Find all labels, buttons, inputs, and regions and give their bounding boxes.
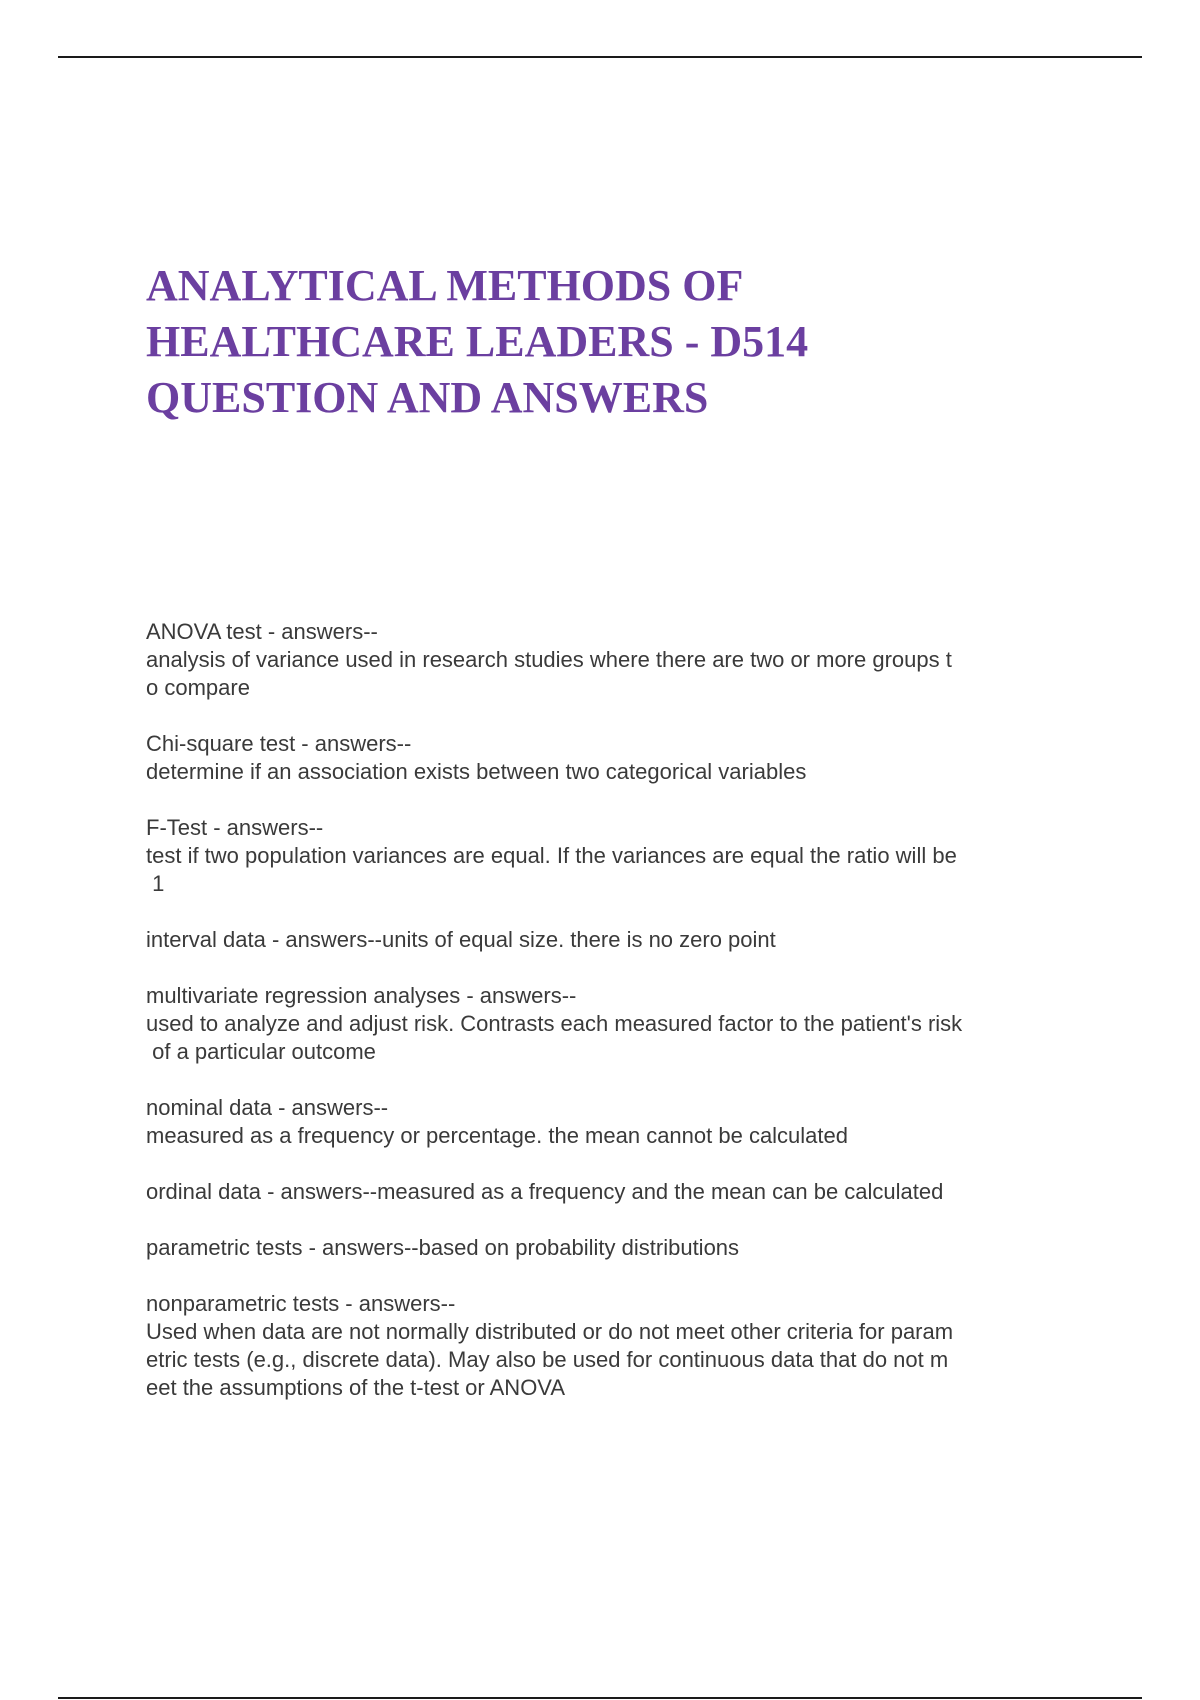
qa-line: multivariate regression analyses - answers-- xyxy=(146,983,577,1008)
qa-item-nominal-data xyxy=(146,1094,1086,1150)
title-line: QUESTION AND ANSWERS xyxy=(146,373,709,422)
qa-line: ordinal data - answers--measured as a frequency and the mean can be calculated xyxy=(146,1179,944,1204)
qa-line: determine if an association exists between two categorical variables xyxy=(146,759,807,784)
qa-line: Used when data are not normally distributed or do not meet other criteria for param xyxy=(146,1319,954,1344)
qa-line: Chi-square test - answers-- xyxy=(146,731,412,756)
qa-line: F-Test - answers-- xyxy=(146,815,324,840)
qa-line: 1 xyxy=(146,871,165,896)
qa-item-parametric-tests xyxy=(146,1234,1086,1262)
qa-item-chi-square xyxy=(146,730,1086,786)
qa-item-f-test xyxy=(146,814,1086,898)
qa-item-multivariate-regression xyxy=(146,982,1086,1066)
qa-item-anova xyxy=(146,618,1086,702)
title-line: ANALYTICAL METHODS OF xyxy=(146,261,744,310)
qa-line: etric tests (e.g., discrete data). May also be used for continuous data that do not m xyxy=(146,1347,949,1372)
qa-line: nominal data - answers-- xyxy=(146,1095,389,1120)
qa-line: of a particular outcome xyxy=(146,1039,376,1064)
qa-line: o compare xyxy=(146,675,250,700)
qa-line: used to analyze and adjust risk. Contrasts each measured factor to the patient's risk xyxy=(146,1011,963,1036)
qa-line: test if two population variances are equal. If the variances are equal the ratio will be xyxy=(146,843,957,868)
document-title xyxy=(146,258,1106,426)
qa-line: measured as a frequency or percentage. the mean cannot be calculated xyxy=(146,1123,849,1148)
header-rule xyxy=(58,56,1142,58)
qa-line: analysis of variance used in research studies where there are two or more groups t xyxy=(146,647,952,672)
qa-item-interval-data xyxy=(146,926,1086,954)
qa-item-nonparametric-tests xyxy=(146,1290,1086,1402)
qa-line: ANOVA test - answers-- xyxy=(146,619,378,644)
qa-line: parametric tests - answers--based on probability distributions xyxy=(146,1235,740,1260)
footer-rule xyxy=(58,1697,1142,1699)
qa-line: interval data - answers--units of equal size. there is no zero point xyxy=(146,927,776,952)
title-line: HEALTHCARE LEADERS - D514 xyxy=(146,317,809,366)
qa-item-ordinal-data xyxy=(146,1178,1086,1206)
qa-line: eet the assumptions of the t-test or ANOVA xyxy=(146,1375,566,1400)
qa-line: nonparametric tests - answers-- xyxy=(146,1291,456,1316)
qa-list xyxy=(146,618,1086,1430)
